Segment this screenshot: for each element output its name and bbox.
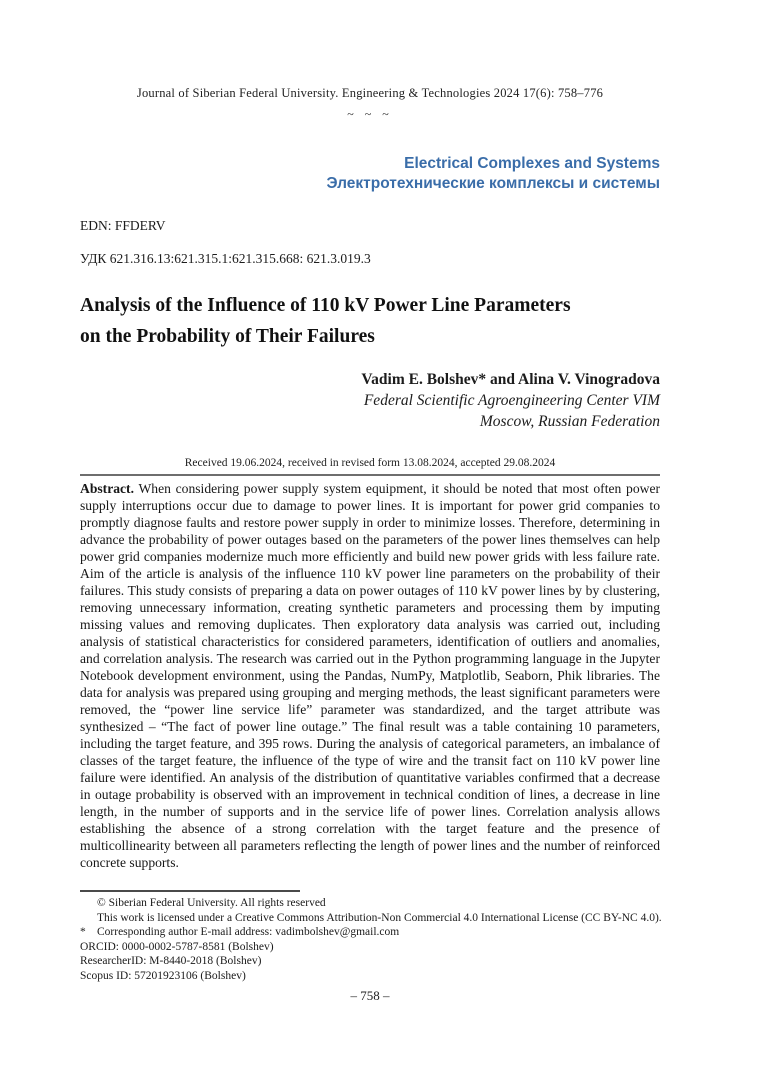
edn-line: EDN: FFDERV — [80, 218, 166, 233]
footnote-divider-rule — [80, 890, 300, 892]
tilde-separator: ~ ~ ~ — [347, 107, 393, 121]
abstract-text: When considering power supply system equipment, it should be noted that most often power supply interruptions occur due to damage to power lines. It is important for power grid companies to promptly diagnose faults and restore power supply in order to minimize losses. Therefore, determining in advance the probability of power outages based on the parameters of the power lines themselves can help power grid companies modernize much more efficiently and build new power grids with less failure rate. Aim of the article is analysis of the influence 110 kV power line parameters on the probability of their failures. This study consists of preparing a data on power outages of 110 kV power lines by by clustering, removing unnecessary information, creating synthetic parameters and processing them by imputing missing values and removing duplicates. Then exploratory data analysis was carried out, including analysis of statistical characteristics for considered parameters, identification of outliers and anomalies, and correlation analysis. The research was carried out in the Python programming language in the Jupyter Notebook development environment, using the Pandas, NumPy, Matplotlib, Seaborn, Phik libraries. The data for analysis was prepared using grouping and merging methods, the least significant parameters were removed, the “power line service life” parameter was standardized, and the target attribute was synthesized – “The fact of power line outage.” The final result was a table containing 10 parameters, including the target feature, and 395 rows. During the analysis of categorical parameters, an imbalance of classes of the target feature, the influence of the type of wire and the transit fact on 110 kV power line failure were identified. An analysis of the distribution of quantitative variables confirmed that a decrease in outage probability is observed with an improvement in technical condition of lines, a decrease in line length, in the number of supports and in the service life of power lines. Correlation analysis allows establishing the absence of a strong correlation with the target feature and the presence of multicollinearity between all parameters reflecting the length of power lines and the number of reinforced concrete supports. — [80, 481, 661, 870]
abstract-paragraph — [80, 480, 660, 871]
orcid-line: ORCID: 0000-0002-5787-8581 (Bolshev) — [80, 940, 274, 953]
corresponding-author-email: Corresponding author E-mail address: vadimbolshev@gmail.com — [97, 926, 400, 938]
author-location: Moscow, Russian Federation — [479, 413, 660, 430]
corresponding-author-line — [80, 925, 660, 940]
udk-line: УДК 621.316.13:621.315.1:621.315.668: 621.3.019.3 — [80, 251, 371, 266]
content-column — [80, 0, 660, 871]
license-line: This work is licensed under a Creative Commons Attribution-Non Commercial 4.0 International License (CC BY-NC 4.0). — [97, 911, 662, 924]
paper-title-line2: on the Probability of Their Failures — [80, 326, 375, 347]
journal-header: Journal of Siberian Federal University. Engineering & Technologies 2024 17(6): 758–776 — [136, 86, 604, 100]
footnote-asterisk: * — [80, 926, 86, 938]
authors-block — [80, 369, 660, 432]
abstract-divider-rule — [80, 474, 660, 476]
author-names: Vadim E. Bolshev* and Alina V. Vinogradova — [361, 371, 660, 388]
scopus-id-line: Scopus ID: 57201923106 (Bolshev) — [80, 969, 246, 982]
author-affiliation: Federal Scientific Agroengineering Center VIM — [363, 392, 660, 409]
received-dates: Received 19.06.2024, received in revised form 13.08.2024, accepted 29.08.2024 — [184, 457, 556, 469]
researcher-id-line: ResearcherID: M-8440-2018 (Bolshev) — [80, 955, 262, 967]
footnote-block — [80, 890, 660, 983]
paper-title-line1: Analysis of the Influence of 110 kV Power Line Parameters — [80, 295, 571, 316]
page-number: – 758 – — [350, 988, 390, 1003]
abstract-label: Abstract. — [80, 481, 134, 496]
paper-title — [80, 290, 660, 352]
copyright-line: © Siberian Federal University. All rights reserved — [97, 897, 326, 909]
section-heading-ru: Электротехнические комплексы и системы — [326, 175, 660, 192]
section-heading — [80, 154, 660, 194]
section-heading-en: Electrical Complexes and Systems — [404, 155, 660, 172]
